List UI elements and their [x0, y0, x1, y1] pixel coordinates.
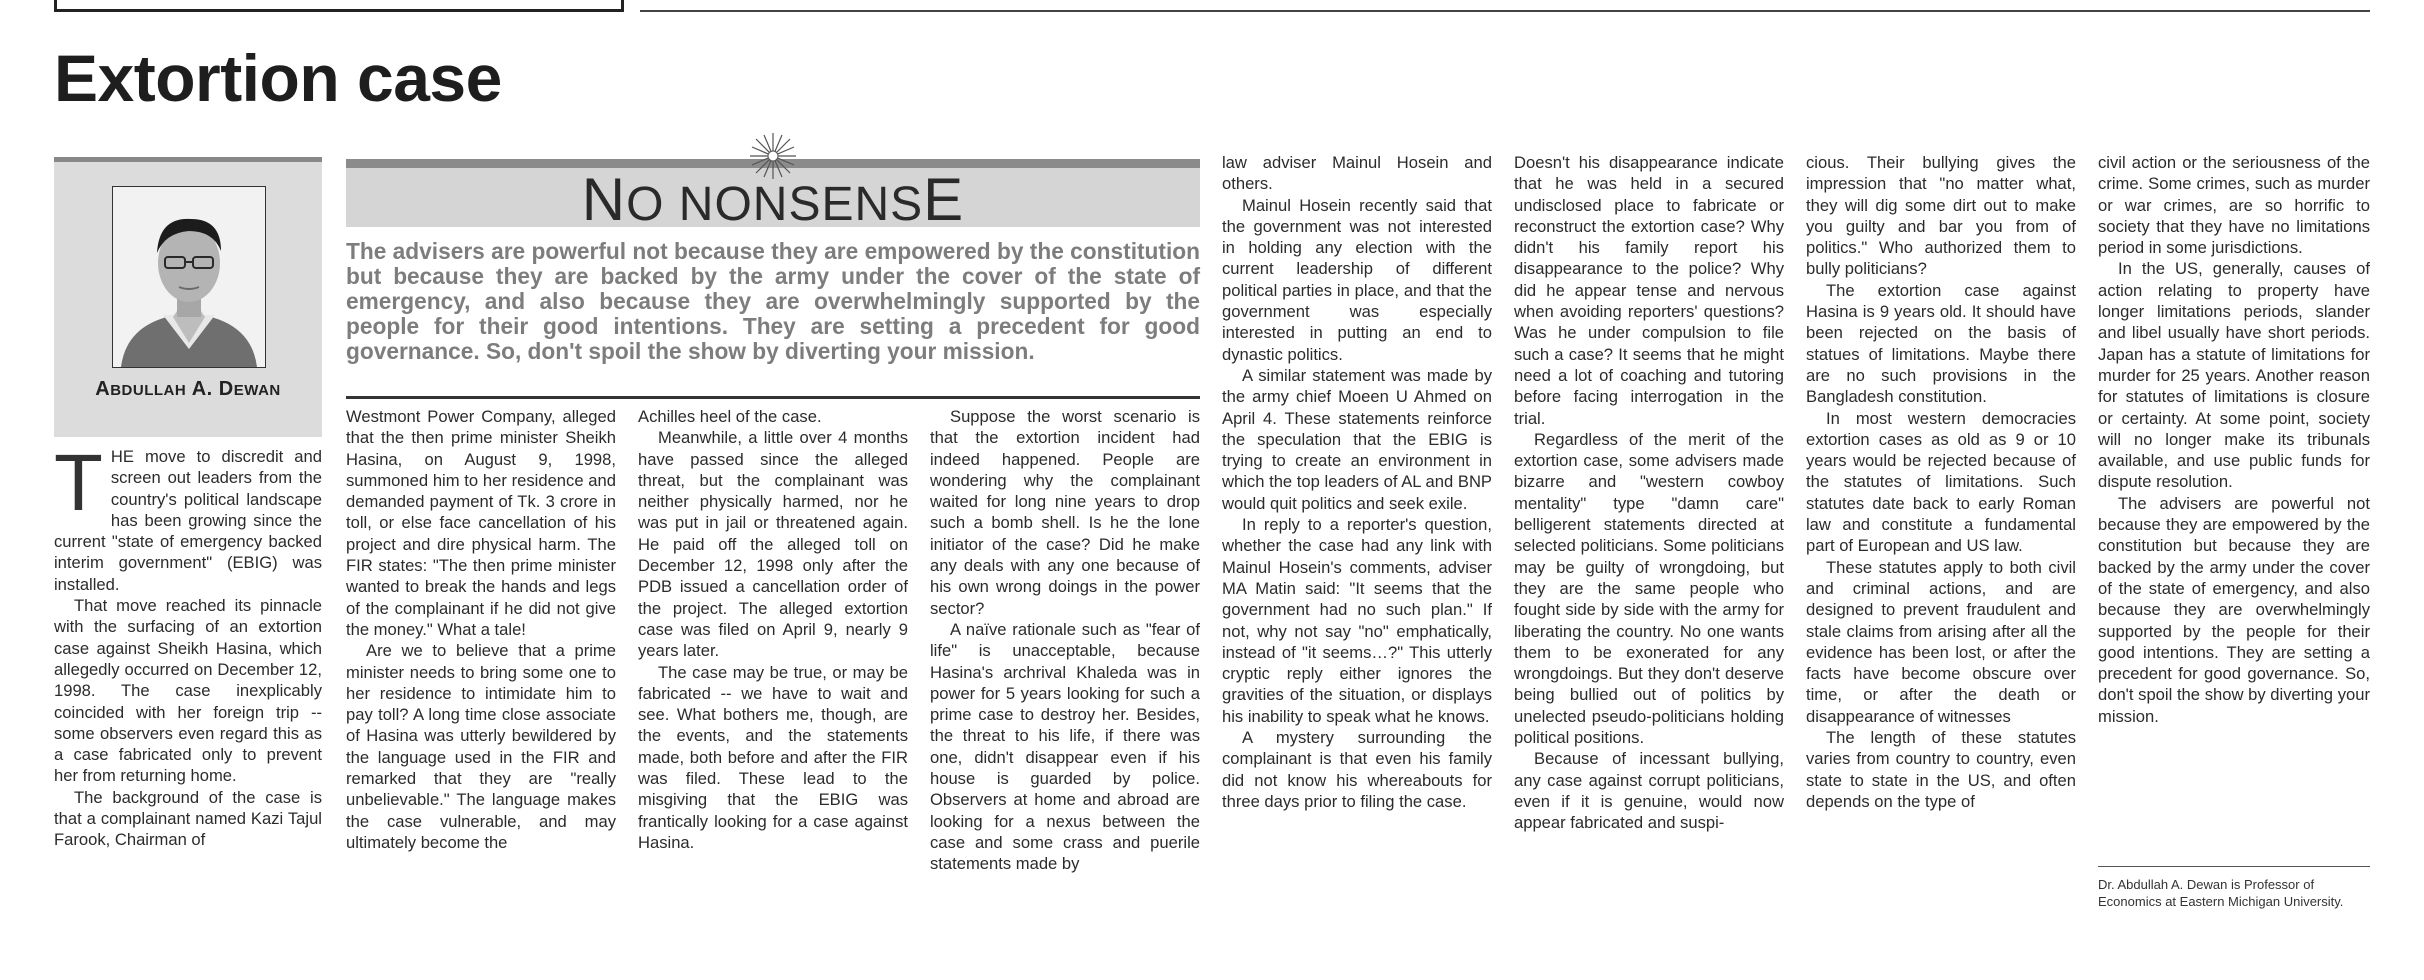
footnote-rule	[2098, 866, 2370, 867]
drop-cap: T	[54, 438, 103, 527]
article-paragraph: The advisers are powerful not because they are empowered by the constitution but because they are backed by the army under the cover of the state of emergency, and also because they are overwhelmingly supported by the people for their good intentions. They are setting a precedent for good governance. So, don't spoil the show by diverting your mission.	[2098, 493, 2370, 726]
column-banner	[346, 157, 1200, 231]
article-paragraph: Westmont Power Company, alleged that the then prime minister Sheikh Hasina, on August 9, 1998, summoned him to her residence and demanded payment of Tk. 3 crore in toll, or else face cancellation of his project and dire physical harm. The FIR states: "The then prime minister wanted to break the hands and legs of the complainant if he did not give the money." What a tale!	[346, 407, 616, 639]
article-column-8	[2098, 152, 2370, 727]
article-column-2	[346, 406, 616, 853]
article-column-3	[638, 406, 908, 853]
article-paragraph: In most western democracies extortion cases as old as 9 or 10 years would be rejected because of the statutes of limitations. Such statutes date back to early Roman law and constitute a fundamental part of European and US law.	[1806, 408, 2076, 556]
article-paragraph: The case may be true, or may be fabricated -- we have to wait and see. What bothers me, though, are the events, and the statements made, both before and after the FIR was filed. These lead to the misgiving that the EBIG was frantically looking for a case against Hasina.	[638, 662, 908, 852]
article-paragraph: Mainul Hosein recently said that the government was not interested in holding any election with the current leadership of different political parties in place, and that the government was especially interested in putting an end to dynastic politics.	[1222, 195, 1492, 364]
article-column-1	[54, 438, 322, 851]
column-title: NO NONSENSE	[581, 166, 965, 233]
article-paragraph: Regardless of the merit of the extortion case, some advisers made bizarre and "western cowboy mentality" type "damn care" belligerent statements directed at selected politicians. Some politicians may be guilty of wrongdoing, but they are the same people who fought side by side with the army for liberating the country. No one wants them to be exonerated for any wrongdoings. But they don't deserve being bullied out of politics by unelected pseudo-politicians holding political positions.	[1514, 429, 1784, 748]
article-paragraph: The length of these statutes varies from country to country, even state to state in the US, and often depends on the type of	[1806, 728, 2076, 811]
article-paragraph: Meanwhile, a little over 4 months have passed since the alleged threat, but the complainant was neither physically harmed, nor he was put in jail or threatened again. He paid off the alleged toll on December 12, 1998 only after the PDB issued a cancellation order of the project. The alleged extortion case was filed on April 9, nearly 9 years later.	[638, 428, 908, 661]
headline: Extortion case	[54, 41, 502, 115]
article-paragraph: A mystery surrounding the complainant is that even his family did not know his whereabouts for three days prior to filing the case.	[1222, 728, 1492, 811]
author-footnote: Dr. Abdullah A. Dewan is Professor of Economics at Eastern Michigan University.	[2098, 877, 2344, 909]
article-paragraph: That move reached its pinnacle with the surfacing of an extortion case against Sheikh Hasina, which allegedly occurred on December 12, 1998. The case inexplicably coincided with her foreign trip -- some observers even regard this as a case fabricated only to prevent her from returning home.	[54, 596, 322, 786]
article-paragraph: cious. Their bullying gives the impression that "no matter what, they will dig some dirt out to make you guilty and bar you from of politics." Who authorized them to bully politicians?	[1806, 153, 2076, 279]
article-column-4	[930, 406, 1200, 875]
article-paragraph: Suppose the worst scenario is that the extortion incident had indeed happened. People are wondering why the complainant waited for long nine years to drop such a bomb shell. Is he the lone initiator of the case? Did he make any deals with any one because of his own wrong doings in the power sector?	[930, 407, 1200, 618]
article-paragraph: A naïve rationale such as "fear of life" is unacceptable, because Hasina's archrival Khaleda was in power for 5 years looking for such a prime case to destroy her. Besides, the threat to his life, if there was one, didn't disappear even if his house is guarded by police. Observers at home and abroad are looking for a nexus between the case and some crass and puerile statements made by	[930, 619, 1200, 874]
article-paragraph: Achilles heel of the case.	[638, 407, 822, 426]
article-paragraph: Are we to believe that a prime minister needs to bring some one to her residence to intimidate him to pay toll? A long time close associate of Hasina was utterly bewildered by the language used in the FIR and remarked that they are "really unbelievable." The language makes the case vulnerable, and may ultimately become the	[346, 641, 616, 852]
article-paragraph: These statutes apply to both civil and criminal actions, and are designed to prevent fraudulent and stale claims from arising after all the evidence has been lost, or after the facts have become obscure over time, or after the death or disappearance of witnesses	[1806, 557, 2076, 726]
author-box	[54, 157, 322, 437]
article-paragraph: Because of incessant bullying, any case against corrupt politicians, even if it is genuine, would now appear fabricated and suspi-	[1514, 749, 1784, 833]
article-paragraph: In the US, generally, causes of action relating to property have longer limitations periods, slander and libel usually have short periods. Japan has a statute of limitations for murder for 25 years. Another reason for statutes of limitations is closure or certainty. At some point, society will no longer make its tribunals available, and use public funds for dispute resolution.	[2098, 259, 2370, 492]
article-column-5	[1222, 152, 1492, 812]
article-paragraph: law adviser Mainul Hosein and others.	[1222, 153, 1492, 194]
deck-rule	[346, 396, 1200, 399]
author-name: ABDULLAH A. DEWAN	[95, 378, 281, 400]
article-column-7	[1806, 152, 2076, 812]
article-paragraph: THE move to discredit and screen out leaders from the country's political landscape has been growing since the current "state of emergency backed interim government" (EBIG) was installed.	[54, 438, 322, 594]
article-paragraph: In reply to a reporter's question, whether the case had any link with Mainul Hosein's comments, adviser MA Matin said: "It seems that the government had no such plan." If not, why not say "no" emphatically, instead of "it seems…?" This utterly cryptic reply either ignores the gravities of the situation, or displays his inability to speak what he knows.	[1222, 515, 1492, 726]
article-paragraph: The background of the case is that a complainant named Kazi Tajul Farook, Chairman of	[54, 787, 322, 850]
deck-summary: The advisers are powerful not because they are empowered by the constitution but because they are backed by the army under the cover of the state of emergency, and also because they are overwhelmingly supported by the people for their good intentions. They are setting a precedent for good governance. So, don't spoil the show by diverting your mission.	[346, 238, 1200, 364]
author-portrait-icon	[112, 186, 266, 368]
top-rule	[640, 10, 2370, 12]
article-paragraph: Doesn't his disappearance indicate that he was held in a secured undisclosed place to fabricate or reconstruct the extortion case? Why didn't his family report his disappearance to the police? Why did he appear tense and nervous when avoiding reporters' questions? Was he under compulsion to file such a case? It seems that he might need a lot of coaching and tutoring before facing interrogation in the trial.	[1514, 153, 1784, 428]
article-paragraph: The extortion case against Hasina is 9 years old. It should have been rejected on the basis of statues of limitations. Maybe there are no such provisions in the Bangladesh constitution.	[1806, 280, 2076, 407]
top-frame-box	[54, 0, 624, 12]
article-paragraph: civil action or the seriousness of the crime. Some crimes, such as murder or war crimes, are so horrific to society that they have no limitations period in some jurisdictions.	[2098, 153, 2370, 258]
sparkle-star-icon	[750, 133, 796, 179]
article-paragraph: A similar statement was made by the army chief Moeen U Ahmed on April 4. These statements reinforce the speculation that the EBIG is trying to create an environment in which the top leaders of AL and BNP would quit politics and seek exile.	[1222, 365, 1492, 513]
article-column-6	[1514, 152, 1784, 834]
